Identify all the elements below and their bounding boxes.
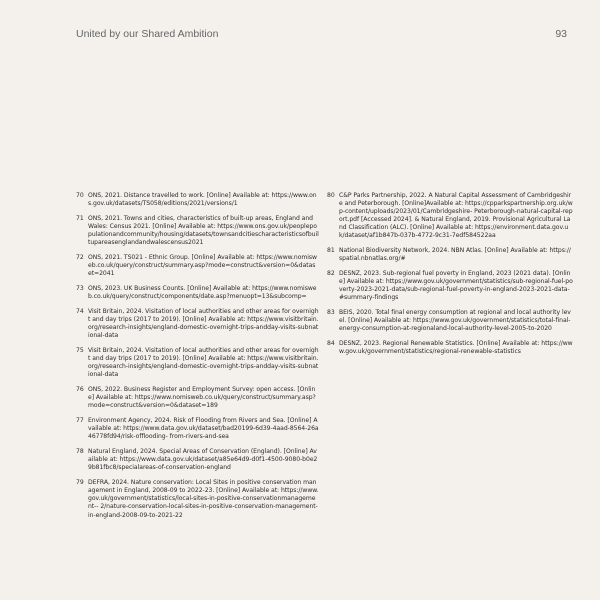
reference-number: 71 — [76, 214, 84, 222]
reference-number: 84 — [327, 340, 335, 348]
reference-number: 79 — [76, 479, 84, 487]
reference-text: Natural England, 2024. Special Areas of Conservation (England). [Online] Available at: https://www.data.gov.uk/dataset/a85e64d9-d0f1-4500-9080-b0e29b81fbc8/specialareas-of-conservation-england — [88, 448, 318, 472]
reference-item — [76, 285, 319, 301]
reference-text: DESNZ, 2023. Regional Renewable Statistics. [Online] Available at: https://www.gov.uk/government/statistics/regional-renewable-statistics — [339, 340, 573, 356]
reference-number: 73 — [76, 285, 84, 293]
reference-item — [76, 386, 319, 410]
reference-item — [327, 309, 573, 333]
reference-item — [76, 479, 319, 519]
reference-text: C&P Parks Partnership, 2022. A Natural Capital Assessment of Cambridgeshire and Peterborough. [Online]Available at: https://cpparkspartnership.org.uk/wp-content/uploads/2023/01/Cambridgeshire- Peterborough-natural-capital-report.pdf [Accessed 2024]. & Natural England, 2019. Provisional Agricultural Land Classification (ALC). [Online] Available at: https://environment.data.gov.uk/dataset/af1b847b-037b-4772-9c31-7edf584522aa — [339, 192, 573, 240]
reference-number: 81 — [327, 247, 335, 255]
reference-item — [327, 270, 573, 302]
reference-number: 75 — [76, 347, 84, 355]
references-right-column — [327, 192, 573, 363]
reference-text: ONS, 2023. UK Business Counts. [Online] Available at: https://www.nomisweb.co.uk/query/construct/components/date.asp?menuopt=13&subcomp= — [88, 285, 317, 301]
page-number: 93 — [555, 28, 567, 40]
reference-number: 70 — [76, 192, 84, 199]
reference-number: 76 — [76, 386, 84, 394]
reference-item — [76, 215, 319, 247]
reference-text: DEFRA, 2024. Nature conservation: Local Sites in positive conservation management in England, 2008-09 to 2022-23. [Online] Available at: https://www.gov.uk/government/statistics/local-sites-in-positive-conservationmanagement-- 2/nature-conservation-local-sites-in-positive-conservation-management-in-england-2008-09-to-2021-22 — [88, 479, 319, 519]
reference-number: 80 — [327, 192, 335, 199]
document-header-title: United by our Shared Ambition — [76, 28, 219, 40]
references-left-column — [76, 192, 319, 526]
reference-item — [327, 192, 573, 240]
reference-number: 78 — [76, 448, 84, 456]
reference-text: ONS, 2022. Business Register and Employment Survey: open access. [Online] Available at: https://www.nomisweb.co.uk/query/construct/summary.asp?mode=construct&version=0&dataset=189 — [88, 386, 316, 410]
reference-text: Visit Britain, 2024. Visitation of local authorities and other areas for overnight and day trips (2017 to 2019). [Online] Available at: https://www.visitbritain.org/research-insights/england-domestic-overnight-trips-andday-visits-subnational-data — [88, 347, 319, 379]
reference-text: ONS, 2021. TS021 - Ethnic Group. [Online] Available at: https://www.nomisweb.co.uk/query/construct/summary.asp?mode=construct&version=0&dataset=2041 — [88, 254, 317, 278]
reference-number: 83 — [327, 309, 335, 317]
reference-number: 82 — [327, 270, 335, 278]
reference-item — [76, 192, 319, 208]
reference-item — [327, 247, 573, 263]
reference-number: 72 — [76, 254, 84, 262]
reference-text: Visit Britain, 2024. Visitation of local authorities and other areas for overnight and day trips (2017 to 2019). [Online] Available at: https://www.visitbritain.org/research-insights/england-domestic-overnight-trips-andday-visits-subnational-data — [88, 308, 319, 340]
reference-text: Environment Agency, 2024. Risk of Flooding from Rivers and Sea. [Online] Available at: https://www.data.gov.uk/dataset/bad20199-6d39-4aad-8564-26a46778fd94/risk-offlooding- from-rivers-and-sea — [88, 417, 319, 441]
reference-text: ONS, 2021. Distance travelled to work. [Online] Available at: https://www.ons.gov.uk/datasets/TS058/editions/2021/versions/1 — [88, 192, 317, 208]
reference-item — [76, 254, 319, 278]
reference-item — [76, 417, 319, 441]
reference-number: 77 — [76, 417, 84, 425]
reference-text: DESNZ, 2023. Sub-regional fuel poverty in England, 2023 (2021 data). [Online] Available at: https://www.gov.uk/government/statistics/sub-regional-fuel-poverty-2023-2021-data/sub-regional-fuel-poverty-in-england-2023-2021-data-#summary-findings — [339, 270, 573, 302]
reference-text: ONS, 2021. Towns and cities, characteristics of built-up areas, England and Wales: Census 2021. [Online] Available at: https://www.ons.gov.uk/peoplepopulationandcommunity/housing/datasets/townsandcitiescharacteristicsofbuiltupareasenglandandwalescensus2021 — [88, 214, 319, 247]
reference-text: BEIS, 2020. Total final energy consumption at regional and local authority level. [Online] Available at: https://www.gov.uk/government/statistics/total-final-energy-consumption-at-regionaland-local-authority-level-2005-to-2020 — [339, 309, 571, 333]
reference-item — [76, 347, 319, 379]
reference-item — [327, 340, 573, 356]
reference-item — [76, 308, 319, 340]
reference-item — [76, 448, 319, 472]
reference-text: National Biodiversity Network, 2024. NBN Atlas. [Online] Available at: https://spatial.nbnatlas.org/# — [339, 247, 571, 263]
reference-number: 74 — [76, 308, 84, 316]
